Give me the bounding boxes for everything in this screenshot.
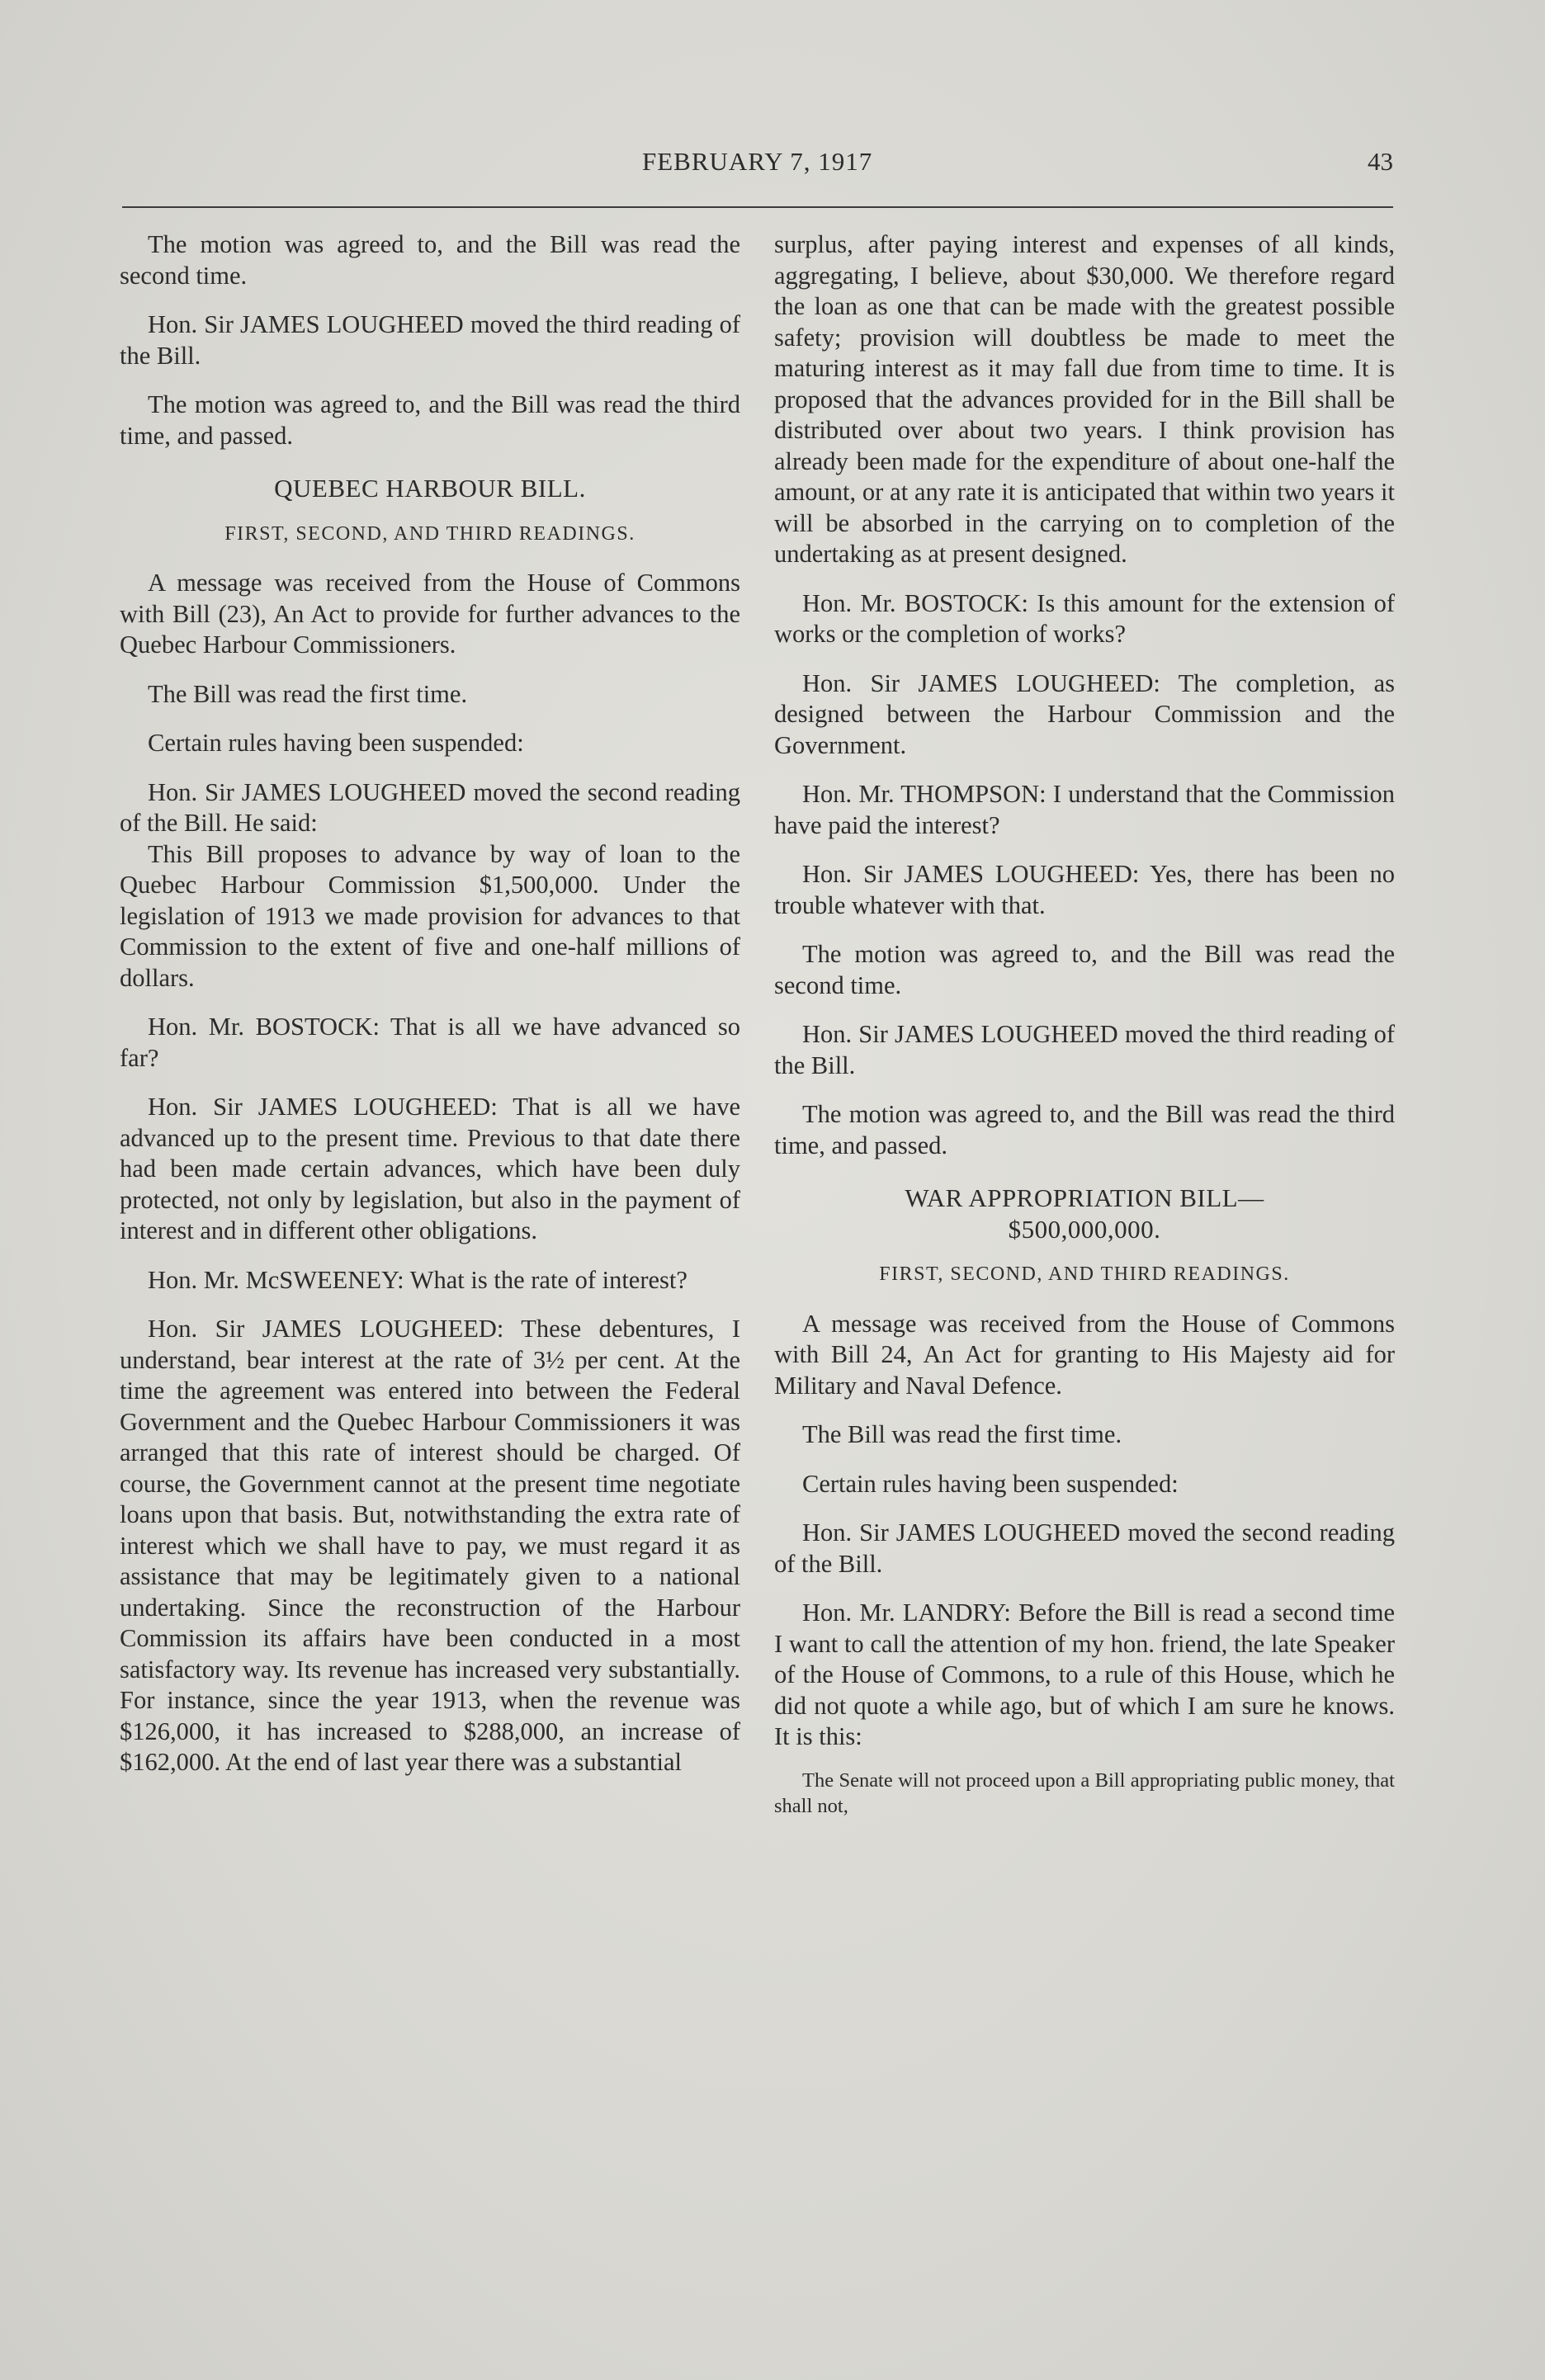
page-header bbox=[122, 147, 1393, 188]
paragraph: The Bill was read the first time. bbox=[148, 679, 468, 708]
paragraph: Hon. Sir JAMES LOUGHEED moved the third reading of the Bill. bbox=[774, 1020, 1395, 1079]
paragraph: Hon. Sir JAMES LOUGHEED: The completion, as designed between the Harbour Commission and the Government. bbox=[774, 668, 1395, 759]
section-heading: QUEBEC HARBOUR BILL. bbox=[274, 474, 586, 503]
paragraph: Hon. Sir JAMES LOUGHEED moved the second reading of the Bill. bbox=[774, 1518, 1395, 1578]
paragraph: Hon. Sir JAMES LOUGHEED: These debentures, I understand, bear interest at the rate of 3½ per cent. At the time the agreement was entered into between the Federal Government and the Quebec Harbour Commissioners it was arranged that this rate of interest should be charged. Of course, the Government cannot at the present time negotiate loans upon that basis. But, notwithstanding the extra rate of interest which we shall have to pay, we must regard it as assistance that may be legitimately given to a national undertaking. Since the reconstruction of the Harbour Commission its affairs have been conducted in a most satisfactory way. Its revenue has increased very substantially. For instance, since the year 1913, when the revenue was $126,000, it has increased to $288,000, an increase of $162,000. At the end of last year there was a substantial bbox=[120, 1315, 740, 1776]
paragraph: Hon. Mr. THOMPSON: I understand that the Commission have paid the interest? bbox=[774, 780, 1395, 839]
paragraph: Hon. Sir JAMES LOUGHEED: Yes, there has been no trouble whatever with that. bbox=[774, 860, 1395, 919]
paragraph: The motion was agreed to, and the Bill was read the second time. bbox=[120, 230, 740, 290]
section-heading-line: $500,000,000. bbox=[1008, 1214, 1161, 1244]
page-number: 43 bbox=[1368, 147, 1393, 176]
paragraph: Certain rules having been suspended: bbox=[802, 1469, 1179, 1498]
paragraph: The motion was agreed to, and the Bill was read the second time. bbox=[774, 940, 1395, 999]
paragraph: Hon. Sir JAMES LOUGHEED moved the second reading of the Bill. He said: bbox=[120, 777, 740, 837]
paragraph: Certain rules having been suspended: bbox=[148, 729, 524, 757]
paragraph: Hon. Sir JAMES LOUGHEED: That is all we have advanced up to the present time. Previous to that date there had been made certain advances, which have been duly protected, not only by legislation, but also in the payment of interest and in different other obligations. bbox=[120, 1093, 740, 1244]
paragraph: Hon. Mr. LANDRY: Before the Bill is read a second time I want to call the attention of my hon. friend, the late Speaker of the House of Commons, to a rule of this House, which he did not quote a while ago, but of which I am sure he knows. It is this: bbox=[774, 1598, 1395, 1750]
quoted-rule: The Senate will not proceed upon a Bill appropriating public money, that shall not, bbox=[774, 1768, 1395, 1817]
section-heading bbox=[774, 1183, 1395, 1244]
left-column bbox=[120, 229, 740, 1797]
section-subheading: FIRST, SECOND, AND THIRD READINGS. bbox=[879, 1263, 1290, 1285]
paragraph: surplus, after paying interest and expenses of all kinds, aggregating, I believe, about $30,000. We therefore regard the loan as one that can be made with the greatest possible safety; provision will doubtless be made to meet the maturing interest as it may fall due from time to time. It is proposed that the advances provided for in the Bill shall be distributed over about two years. I think provision has already been made for the expenditure of about one-half the amount, or at any rate it is anticipated that within two years it will be absorbed in the carrying on to completion of the undertaking as at present designed. bbox=[774, 230, 1395, 568]
section-subheading: FIRST, SECOND, AND THIRD READINGS. bbox=[224, 522, 635, 545]
section-heading-line: WAR APPROPRIATION BILL— bbox=[905, 1183, 1264, 1212]
page-header-date: FEBRUARY 7, 1917 bbox=[642, 147, 873, 176]
paragraph: The Bill was read the first time. bbox=[802, 1420, 1122, 1448]
paragraph: This Bill proposes to advance by way of loan to the Quebec Harbour Commission $1,500,000. Under the legislation of 1913 we made provision for advances to that Commission to the extent of five and one-half millions of dollars. bbox=[120, 839, 740, 992]
paragraph: A message was received from the House of Commons with Bill (23), An Act to provide for further advances to the Quebec Harbour Commissioners. bbox=[120, 569, 740, 659]
paragraph: Hon. Mr. McSWEENEY: What is the rate of interest? bbox=[148, 1265, 687, 1294]
paragraph: Hon. Mr. BOSTOCK: That is all we have advanced so far? bbox=[120, 1013, 740, 1072]
paragraph: The motion was agreed to, and the Bill was read the third time, and passed. bbox=[120, 390, 740, 450]
paragraph: The motion was agreed to, and the Bill was read the third time, and passed. bbox=[774, 1100, 1395, 1159]
paragraph: A message was received from the House of Commons with Bill 24, An Act for granting to His Majesty aid for Military and Naval Defence. bbox=[774, 1309, 1395, 1400]
paragraph: Hon. Sir JAMES LOUGHEED moved the third reading of the Bill. bbox=[120, 310, 740, 370]
header-rule bbox=[122, 206, 1393, 208]
paragraph: Hon. Mr. BOSTOCK: Is this amount for the extension of works or the completion of works? bbox=[774, 588, 1395, 648]
right-column bbox=[774, 229, 1395, 1837]
